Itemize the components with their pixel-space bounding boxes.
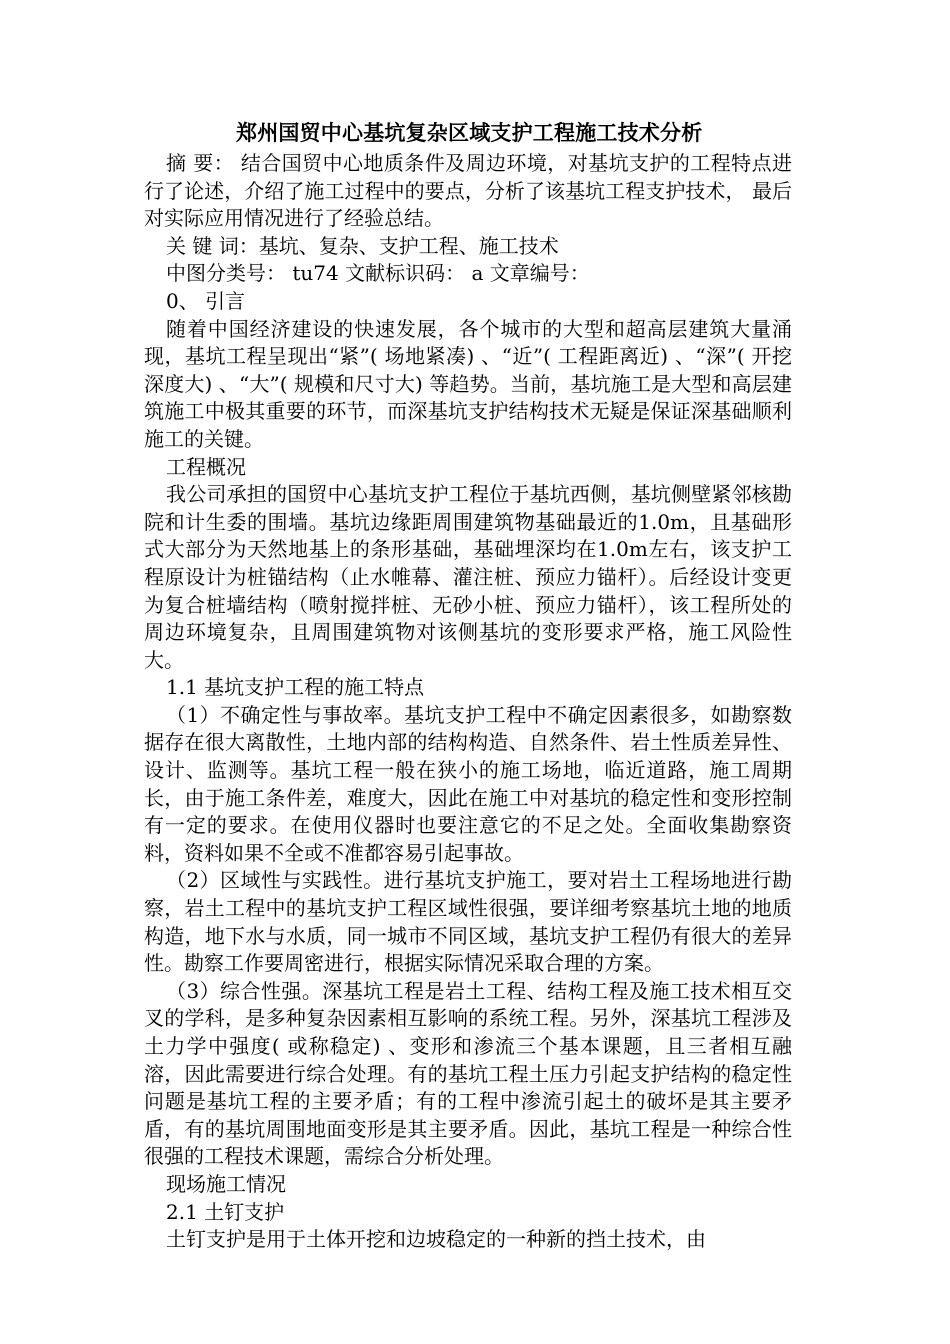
abstract-paragraph: 摘 要： 结合国贸中心地质条件及周边环境，对基坑支护的工程特点进行了论述，介绍了施工过程中的要点，分析了该基坑工程支护技术， 最后对实际应用情况进行了经验总结。 [144, 151, 792, 231]
feature-paragraph-1: （1）不确定性与事故率。基坑支护工程中不确定因素很多，如勘察数据存在很大离散性，土地内部的结构构造、自然条件、岩土性质差异性、设计、监测等。基坑工程一般在狭小的施工场地，临近道路，施工周期长，由于施工条件差，难度大，因此在施工中对基坑的稳定性和变形控制有一定的要求。在使用仪器时也要注意它的不足之处。全面收集勘察资料，资料如果不全或不准都容易引起事故。 [144, 702, 792, 865]
document-body [144, 150, 792, 1254]
classification-line: 中图分类号： tu74 文献标识码： a 文章编号： [166, 261, 590, 286]
introduction-paragraph: 随着中国经济建设的快速发展，各个城市的大型和超高层建筑大量涌现，基坑工程呈现出“紧”( 场地紧凑) 、“近”( 工程距离近) 、“深”( 开挖深度大) 、“大”( 规模和尺寸大) 等趋势。当前，基坑施工是大型和高层建筑施工中极其重要的环节，而深基坑支护结构技术无疑是保证深基础顺利施工的关键。 [144, 316, 792, 451]
section-heading-overview: 工程概况 [166, 454, 246, 479]
overview-paragraph: 我公司承担的国贸中心基坑支护工程位于基坑西侧，基坑侧壁紧邻核勘院和计生委的围墙。基坑边缘距周围建筑物基础最近的1.0m，且基础形式大部分为天然地基上的条形基础，基础埋深均在1.0m左右，该支护工程原设计为桩锚结构（止水帷幕、灌注桩、预应力锚杆）。后经设计变更为复合桩墙结构（喷射搅拌桩、无砂小桩、预应力锚杆），该工程所处的周边环境复杂，且周围建筑物对该侧基坑的变形要求严格，施工风险性大。 [144, 482, 792, 672]
section-heading-introduction: 0、 引言 [166, 288, 246, 313]
soil-nailing-paragraph: 土钉支护是用于土体开挖和边坡稳定的一种新的挡土技术，由 [166, 1227, 706, 1252]
section-heading-site-construction: 现场施工情况 [166, 1171, 286, 1196]
feature-paragraph-3: （3）综合性强。深基坑工程是岩土工程、结构工程及施工技术相互交叉的学科，是多种复杂因素相互影响的系统工程。另外，深基坑工程涉及土力学中强度( 或称稳定) 、变形和渗流三个基本课题，且三者相互融溶，因此需要进行综合处理。有的基坑工程土压力引起支护结构的稳定性问题是基坑工程的主要矛盾；有的工程中渗流引起土的破坏是其主要矛盾，有的基坑周围地面变形是其主要矛盾。因此，基坑工程是一种综合性很强的工程技术课题，需综合分析处理。 [144, 978, 792, 1169]
subsection-heading-features: 1.1 基坑支护工程的施工特点 [166, 675, 425, 700]
keywords-line: 关 键 词：基坑、复杂、支护工程、施工技术 [166, 233, 559, 258]
document-title: 郑州国贸中心基坑复杂区域支护工程施工技术分析 [236, 120, 703, 145]
feature-paragraph-2: （2）区域性与实践性。进行基坑支护施工，要对岩土工程场地进行勘察，岩土工程中的基坑支护工程区域性很强，要详细考察基坑土地的地质构造，地下水与水质，同一城市不同区域，基坑支护工程仍有很大的差异性。勘察工作要周密进行，根据实际情况采取合理的方案。 [144, 868, 792, 976]
subsection-heading-soil-nailing: 2.1 土钉支护 [166, 1199, 285, 1224]
